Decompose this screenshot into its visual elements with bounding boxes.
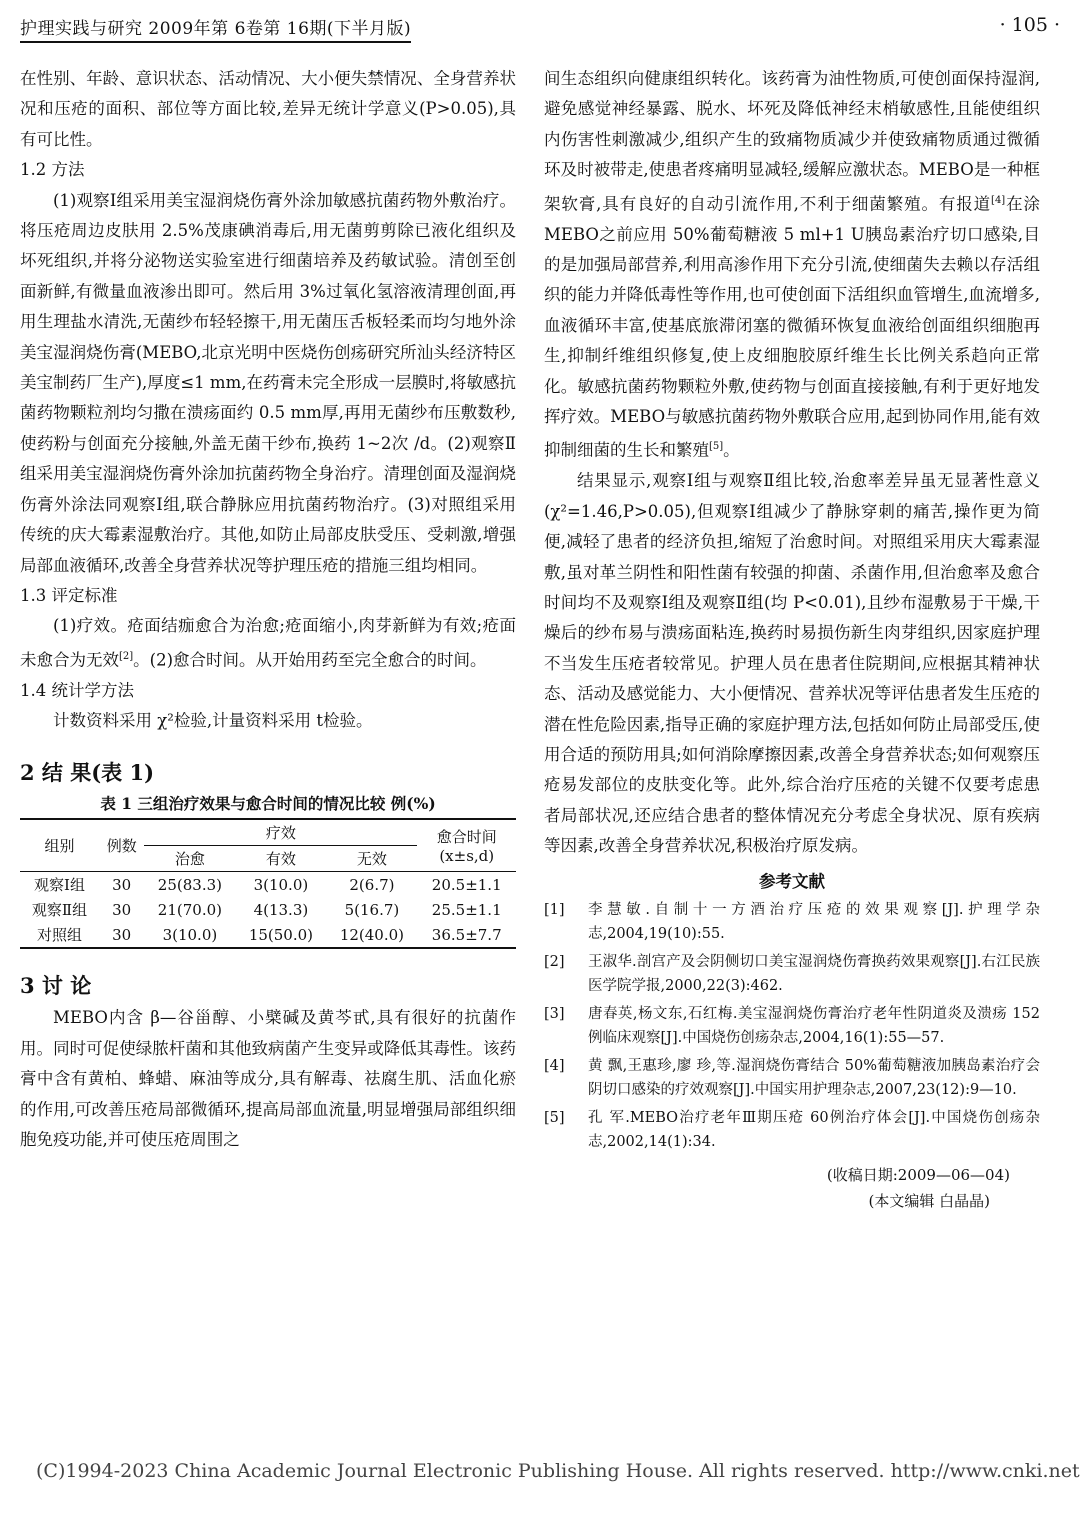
col-header-time-label: 愈合时间 — [436, 828, 497, 847]
col-header-time-unit: (x±s,d) — [439, 847, 495, 866]
cell-count: 30 — [99, 922, 144, 948]
cell-count: 30 — [99, 872, 144, 898]
cell-time: 25.5±1.1 — [431, 900, 502, 919]
cell-cure: 25(83.3) — [144, 872, 235, 898]
citation-4: [4] — [991, 194, 1006, 206]
cell-ineffective: 2(6.7) — [326, 872, 417, 898]
criteria-paragraph — [20, 611, 516, 675]
reference-text: 黄 飘,王惠珍,廖 珍,等.湿润烧伤膏结合 50%葡萄糖液加胰岛素治疗会阴切口感染的疗效观察[J].中国实用护理杂志,2007,23(12):9—10. — [588, 1057, 1040, 1098]
cell-group: 观察Ⅱ组 — [31, 901, 88, 920]
statistics-paragraph: 计数资料采用 χ²检验,计量资料采用 t检验。 — [53, 711, 373, 731]
references-heading: 参考文献 — [759, 871, 825, 891]
discussion-text-c: 。 — [723, 440, 740, 460]
reference-number: [1] — [544, 901, 565, 918]
cell-ineffective: 5(16.7) — [344, 900, 400, 919]
col-header-ineffective: 无效 — [326, 846, 417, 872]
reference-text: 孔 军.MEBO治疗老年Ⅲ期压疮 60例治疗体会[J].中国烧伤创疡杂志,2002,14(1):34. — [588, 1109, 1040, 1150]
col-header-cure: 治愈 — [144, 846, 235, 872]
reference-item — [544, 898, 1040, 946]
citation-5: [5] — [709, 441, 724, 453]
reference-number: [4] — [544, 1057, 565, 1074]
cell-time: 36.5±7.7 — [417, 922, 516, 948]
reference-number: [5] — [544, 1109, 565, 1126]
running-header — [20, 14, 1060, 44]
table-caption: 表 1 三组治疗效果与愈合时间的情况比较 例(%) — [100, 794, 436, 814]
discussion-heading: 3 讨 论 — [20, 973, 92, 999]
left-column — [20, 64, 516, 1155]
results-heading: 2 结 果(表 1) — [20, 760, 155, 786]
page-number: · 105 · — [999, 14, 1060, 36]
reference-item — [544, 1002, 1040, 1050]
reference-text: 李慧敏.自制十一方酒治疗压疮的效果观察[J].护理学杂志,2004,19(10):55. — [588, 901, 1040, 942]
editor-credit: (本文编辑 白晶晶) — [868, 1191, 990, 1210]
section-1-3-heading: 1.3 评定标准 — [20, 585, 118, 605]
reference-item — [544, 1106, 1040, 1154]
received-date: (收稿日期:2009—06—04) — [826, 1165, 1010, 1184]
col-header-group: 组别 — [20, 819, 99, 872]
right-column — [544, 64, 1040, 1214]
citation-2: [2] — [119, 650, 134, 662]
cell-effective: 3(10.0) — [235, 872, 326, 898]
reference-number: [3] — [544, 1005, 565, 1022]
cell-ineffective: 12(40.0) — [326, 922, 417, 948]
discussion-continued-paragraph — [544, 64, 1040, 466]
reference-number: [2] — [544, 953, 565, 970]
reference-item — [544, 1054, 1040, 1102]
col-header-effective: 有效 — [235, 846, 326, 872]
reference-text: 唐春英,杨文东,石红梅.美宝湿润烧伤膏治疗老年性阴道炎及溃疡 152例临床观察[J].中国烧伤创疡杂志,2004,16(1):55—57. — [588, 1005, 1040, 1046]
cell-cure: 3(10.0) — [144, 922, 235, 948]
cell-cure: 21(70.0) — [157, 900, 222, 919]
reference-item — [544, 950, 1040, 998]
cell-time: 20.5±1.1 — [417, 872, 516, 898]
table-row — [20, 872, 516, 898]
cell-effective: 15(50.0) — [235, 922, 326, 948]
intro-paragraph: 在性别、年龄、意识状态、活动情况、大小便失禁情况、全身营养状况和压疮的面积、部位等方面比较,差异无统计学意义(P>0.05),具有可比性。 — [20, 69, 516, 149]
cell-group: 对照组 — [20, 922, 99, 948]
discussion-text-b: 在涂 MEBO之前应用 50%葡萄糖液 5 ml+1 U胰岛素治疗切口感染,目的是加强局部营养,利用高渗作用下充分引流,使细菌失去赖以存活组织的能力并降低毒性等作用,也可使创面下活组织血管增生,血流增多,血液循环丰富,使基底旅滞闭塞的微循环恢复血液给创面组织细胞再生,抑制纤维组织修复,使上皮细胞胶原纤维生长比例关系趋向正常化。敏感抗菌药物颗粒外敷,使药物与创面直接接触,有利于更好地发挥疗效。MEBO与敏感抗菌药物外敷联合应用,起到协同作用,能有效抑制细菌的生长和繁殖 — [544, 194, 1040, 460]
section-1-4-heading: 1.4 统计学方法 — [20, 680, 134, 700]
results-discussion-paragraph: 结果显示,观察Ⅰ组与观察Ⅱ组比较,治愈率差异虽无显著性意义(χ²=1.46,P>0.05),但观察Ⅰ组减少了静脉穿刺的痛苦,操作更为简便,减轻了患者的经济负担,缩短了治愈时间。对照组采用庆大霉素湿敷,虽对革兰阴性和阳性菌有较强的抑菌、杀菌作用,但治愈率及愈合时间均不及观察Ⅰ组及观察Ⅱ组(均 P<0.01),且纱布湿敷易于干燥,干燥后的纱布易与溃疡面粘连,换药时易损伤新生肉芽组织,因家庭护理不当发生压疮者较常见。护理人员在患者住院期间,应根据其精神状态、活动及感觉能力、大小便情况、营养状况等评估患者发生压疮的潜在性危险因素,指导正确的家庭护理方法,包括如何防止局部受压,使用合适的预防用具;如何消除摩擦因素,改善全身营养状态;如何观察压疮易发部位的皮肤变化等。此外,综合治疗压疮的关键不仅要考虑患者局部状况,还应结合患者的整体情况充分考虑全身状况、原有疾病等因素,改善全身营养状况,积极治疗原发病。 — [544, 471, 1040, 856]
cell-effective: 4(13.3) — [253, 900, 309, 919]
col-header-effect: 疗效 — [144, 819, 417, 846]
methods-paragraph: (1)观察Ⅰ组采用美宝湿润烧伤膏外涂加敏感抗菌药物外敷治疗。将压疮周边皮肤用 2.5%茂康碘消毒后,用无菌剪剪除已液化组织及坏死组织,并将分泌物送实验室进行细菌培养及药敏试验。清创至创面新鲜,有微量血液渗出即可。然后用 3%过氧化氢溶液清理创面,再用生理盐水清洗,无菌纱布轻轻擦干,用无菌压舌板轻柔而均匀地外涂美宝湿润烧伤膏(MEBO,北京光明中医烧伤创疡研究所汕头经济特区美宝制药厂生产),厚度≤1 mm,在药膏未完全形成一层膜时,将敏感抗菌药物颗粒剂均匀撒在溃疡面约 0.5 mm厚,再用无菌纱布压敷数秒,使药粉与创面充分接触,外盖无菌干纱布,换药 1~2次 /d。(2)观察Ⅱ组采用美宝湿润烧伤膏外涂加抗菌药物全身治疗。清理创面及湿润烧伤膏外涂法同观察Ⅰ组,联合静脉应用抗菌药物治疗。(3)对照组采用传统的庆大霉素湿敷治疗。其他,如防止局部皮肤受压、受刺激,增强局部血液循环,改善全身营养状况等护理压疮的措施三组均相同。 — [20, 190, 516, 575]
cell-count: 30 — [112, 900, 132, 919]
discussion-text-a: 间生态组织向健康组织转化。该药膏为油性物质,可使创面保持湿润,避免感觉神经暴露、脱水、坏死及降低神经末梢敏感性,且能使组织内伤害性刺激减少,组织产生的致痛物质减少并使致痛物质通过微循环及时被带走,使患者疼痛明显减轻,缓解应激状态。MEBO是一种框架软膏,具有良好的自动引流作用,不利于细菌繁殖。有报道 — [544, 69, 1040, 214]
copyright-footer: (C)1994-2023 China Academic Journal Electronic Publishing House. All rights reserved. http://www.cnki.net — [36, 1460, 1080, 1482]
table-row — [20, 922, 516, 948]
reference-list — [544, 898, 1040, 1154]
table-row — [20, 897, 516, 922]
journal-title: 护理实践与研究 2009年第 6卷第 16期(下半月版) — [20, 14, 411, 43]
results-table — [20, 818, 516, 949]
col-header-count: 例数 — [99, 819, 144, 872]
discussion-paragraph: MEBO内含 β—谷甾醇、小檗碱及黄芩甙,具有很好的抗菌作用。同时可促使绿脓杆菌和其他致病菌产生变异或降低其毒性。该药膏中含有黄柏、蜂蜡、麻油等成分,具有解毒、祛腐生肌、活血化瘀的作用,可改善压疮局部微循环,提高局部血流量,明显增强局部组织细胞免疫功能,并可使压疮周围之 — [20, 1008, 516, 1150]
section-1-2-heading: 1.2 方法 — [20, 160, 85, 180]
cell-group: 观察Ⅰ组 — [20, 872, 99, 898]
reference-text: 王淑华.剖宫产及会阴侧切口美宝湿润烧伤膏换药效果观察[J].右江民族医学院学报,2000,22(3):462. — [588, 953, 1040, 994]
criteria-text-b: 。(2)愈合时间。从开始用药至完全愈合的时间。 — [133, 650, 487, 670]
col-header-time — [417, 819, 516, 872]
criteria-text-a: (1)疗效。疮面结痂愈合为治愈;疮面缩小,肉芽新鲜为有效;疮面未愈合为无效 — [20, 616, 516, 670]
